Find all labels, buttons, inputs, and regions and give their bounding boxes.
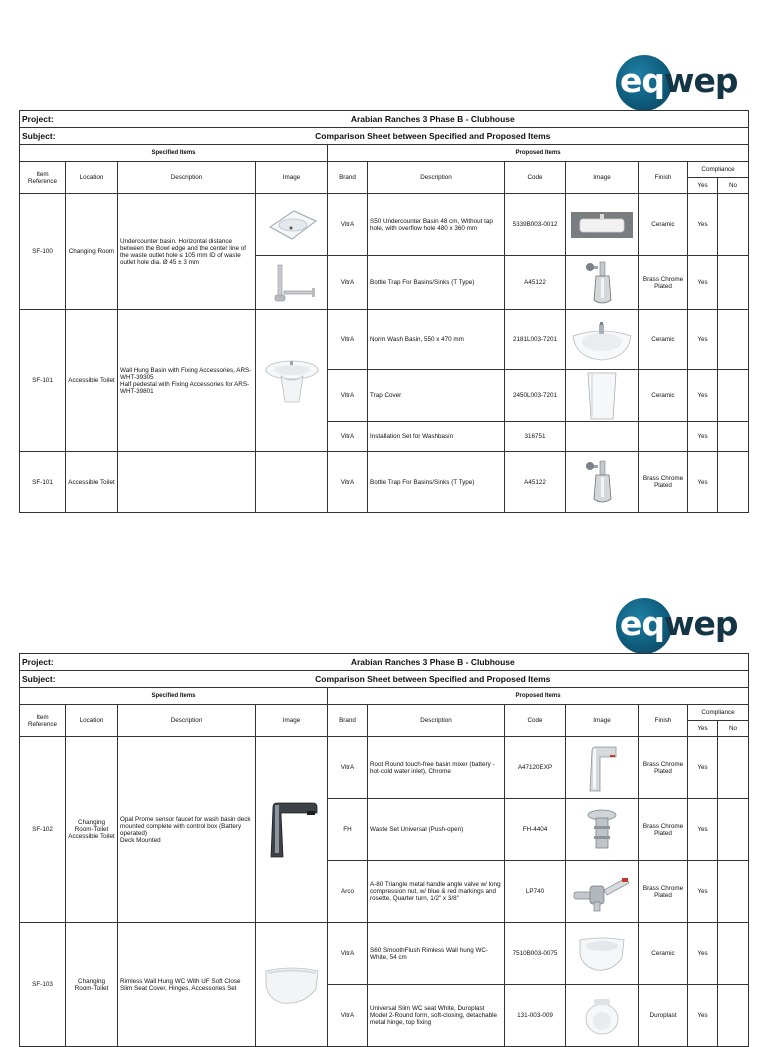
row-code: 316751 (505, 422, 566, 452)
col-location: Location (66, 705, 118, 737)
specified-image-cell (256, 737, 328, 923)
sensor-faucet-image (263, 801, 321, 859)
row-compliance-yes: Yes (688, 256, 718, 310)
col-finish: Finish (639, 162, 688, 194)
row-description: Norm Wash Basin, 550 x 470 mm (368, 310, 505, 370)
row-finish: Brass Chrome Plated (639, 737, 688, 799)
col-item-reference: Item Reference (20, 162, 66, 194)
row-description: S60 SmoothFlush Rimless Wall hung WC-White, 54 cm (368, 923, 505, 985)
subject-title: Comparison Sheet between Specified and Proposed Items (118, 671, 749, 688)
row-compliance-yes: Yes (688, 799, 718, 861)
item-location: Accessible Toilet (66, 310, 118, 452)
item-description: Opal Prome sensor faucet for wash basin deck mounted complete with control box (Battery operated) Deck Mounted (118, 737, 256, 923)
row-finish (639, 422, 688, 452)
col-brand: Brand (328, 705, 368, 737)
col-proposed-image: Image (566, 705, 639, 737)
proposed-image-cell (566, 422, 639, 452)
row-finish: Brass Chrome Plated (639, 452, 688, 513)
row-description: A-80 Triangle metal handle angle valve w/ long compression nut, w/ blue & red markings and rosette, Quarter turn, 1/2" x 3/8" (368, 861, 505, 923)
row-brand: VitrA (328, 452, 368, 513)
company-logo (616, 598, 742, 654)
item-description: Wall Hung Basin with Fixing Accessories, ARS-WHT-39305 Half pedestal with Fixing Accessories for ARS-WHT-39801 (118, 310, 256, 452)
row-finish: Ceramic (639, 923, 688, 985)
wall-hung-wc-image (262, 963, 322, 1007)
proposed-image-cell (566, 799, 639, 861)
row-code: 2450L003-7201 (505, 370, 566, 422)
bottle-trap-image (264, 261, 320, 305)
subject-label: Subject: (20, 671, 118, 688)
row-compliance-yes: Yes (688, 452, 718, 513)
row-finish: Duroplast (639, 985, 688, 1047)
col-image: Image (256, 705, 328, 737)
row-description: Installation Set for Washbasin (368, 422, 505, 452)
undercounter-basin-image (570, 210, 634, 240)
col-location: Location (66, 162, 118, 194)
row-brand: FH (328, 799, 368, 861)
item-reference: SF-100 (20, 194, 66, 310)
proposed-image-cell (566, 370, 639, 422)
col-proposed-description: Description (368, 705, 505, 737)
item-description: Rimless Wall Hung WC With UF Soft Close Slim Seat Cover, Hinges, Accessories Set (118, 923, 256, 1047)
col-compliance-no: No (718, 721, 749, 737)
comparison-sheet-2 (19, 653, 749, 1047)
row-compliance-no (718, 799, 749, 861)
row-compliance-no (718, 194, 749, 256)
item-reference: SF-103 (20, 923, 66, 1047)
row-finish: Ceramic (639, 310, 688, 370)
row-description: Bottle Trap For Basins/Sinks (T Type) (368, 256, 505, 310)
proposed-image-cell (566, 923, 639, 985)
proposed-image-cell (566, 194, 639, 256)
proposed-items-header: Proposed Items (328, 688, 749, 705)
item-location: Changing Room-Toilet Accessible Toilet (66, 737, 118, 923)
row-compliance-no (718, 985, 749, 1047)
row-brand: VitrA (328, 422, 368, 452)
row-brand: VitrA (328, 194, 368, 256)
col-image: Image (256, 162, 328, 194)
row-compliance-no (718, 370, 749, 422)
table-row (20, 452, 749, 513)
col-compliance-yes: Yes (688, 178, 718, 194)
row-description: S50 Undercounter Basin 48 cm, Without tap hole, with overflow hole 480 x 360 mm (368, 194, 505, 256)
trap-cover-image (582, 371, 622, 421)
project-name: Arabian Ranches 3 Phase B - Clubhouse (118, 654, 749, 671)
item-reference: SF-101 (20, 452, 66, 513)
specified-image-cell (256, 923, 328, 1047)
col-description: Description (118, 162, 256, 194)
waste-set-image (584, 808, 620, 852)
proposed-image-cell (566, 737, 639, 799)
row-finish: Ceramic (639, 194, 688, 256)
col-code: Code (505, 162, 566, 194)
col-compliance-no: No (718, 178, 749, 194)
wash-basin-image (570, 318, 634, 362)
col-proposed-image: Image (566, 162, 639, 194)
item-description (118, 452, 256, 513)
project-label: Project: (20, 654, 118, 671)
table-row (20, 310, 749, 370)
bottle-trap-image (582, 260, 622, 306)
row-brand: Arco (328, 861, 368, 923)
proposed-image-cell (566, 256, 639, 310)
angle-valve-image (572, 872, 632, 912)
row-description: Bottle Trap For Basins/Sinks (T Type) (368, 452, 505, 513)
row-description: Waste Set Universal (Push-open) (368, 799, 505, 861)
row-finish: Brass Chrome Plated (639, 256, 688, 310)
row-compliance-no (718, 861, 749, 923)
row-description: Root Round touch-free basin mixer (battery - hot-cold water inlet), Chrome (368, 737, 505, 799)
row-compliance-yes: Yes (688, 737, 718, 799)
wall-hung-basin-image (263, 358, 321, 404)
specified-image-cell (256, 194, 328, 256)
col-compliance-yes: Yes (688, 721, 718, 737)
row-compliance-no (718, 256, 749, 310)
row-code: 131-003-009 (505, 985, 566, 1047)
row-code: A47120EXP (505, 737, 566, 799)
row-brand: VitrA (328, 737, 368, 799)
item-reference: SF-101 (20, 310, 66, 452)
row-description: Trap Cover (368, 370, 505, 422)
wc-seat-image (580, 995, 624, 1037)
row-compliance-yes: Yes (688, 861, 718, 923)
row-compliance-yes: Yes (688, 985, 718, 1047)
row-finish: Brass Chrome Plated (639, 799, 688, 861)
bottle-trap-image (582, 459, 622, 505)
row-finish: Brass Chrome Plated (639, 861, 688, 923)
col-compliance: Compliance (688, 162, 749, 178)
table-row (20, 737, 749, 799)
touch-free-mixer-image (582, 743, 622, 793)
subject-label: Subject: (20, 128, 118, 145)
specified-items-header: Specified Items (20, 688, 328, 705)
company-logo (616, 55, 742, 111)
row-compliance-yes: Yes (688, 923, 718, 985)
col-finish: Finish (639, 705, 688, 737)
logo-wordmark: eqwep (620, 61, 738, 100)
col-brand: Brand (328, 162, 368, 194)
proposed-image-cell (566, 985, 639, 1047)
row-code: 2181L003-7201 (505, 310, 566, 370)
comparison-sheet-1 (19, 110, 749, 513)
item-reference: SF-102 (20, 737, 66, 923)
specified-image-cell (256, 452, 328, 513)
proposed-image-cell (566, 452, 639, 513)
row-code: A45122 (505, 256, 566, 310)
proposed-image-cell (566, 310, 639, 370)
project-label: Project: (20, 111, 118, 128)
item-location: Changing Room (66, 194, 118, 310)
item-location: Changing Room-Toilet (66, 923, 118, 1047)
col-description: Description (118, 705, 256, 737)
row-code: FH-4404 (505, 799, 566, 861)
logo-wordmark: eqwep (620, 604, 738, 643)
col-code: Code (505, 705, 566, 737)
specified-image-cell (256, 310, 328, 452)
row-brand: VitrA (328, 370, 368, 422)
col-proposed-description: Description (368, 162, 505, 194)
row-compliance-no (718, 737, 749, 799)
row-code: 7510B003-0075 (505, 923, 566, 985)
item-location: Accessible Toilet (66, 452, 118, 513)
row-brand: VitrA (328, 985, 368, 1047)
specified-items-header: Specified Items (20, 145, 328, 162)
proposed-items-header: Proposed Items (328, 145, 749, 162)
col-compliance: Compliance (688, 705, 749, 721)
row-compliance-no (718, 923, 749, 985)
row-brand: VitrA (328, 310, 368, 370)
row-compliance-no (718, 422, 749, 452)
row-description: Universal Slim WC seat White, Duroplast Model 2-Round form, soft-closing, detachable metal hinge, top fixing (368, 985, 505, 1047)
row-code: 5339B003-0012 (505, 194, 566, 256)
subject-title: Comparison Sheet between Specified and Proposed Items (118, 128, 749, 145)
proposed-image-cell (566, 861, 639, 923)
item-description: Undercounter basin. Horizontal distance between the Bowl edge and the center line of the waste outlet hole ≤ 105 mm ID of waste outlet hole dia. Ø 45 ± 3 mm (118, 194, 256, 310)
row-brand: VitrA (328, 256, 368, 310)
row-brand: VitrA (328, 923, 368, 985)
wall-hung-wc-image (576, 934, 628, 974)
undercounter-basin-image (264, 205, 320, 245)
row-compliance-no (718, 310, 749, 370)
row-finish: Ceramic (639, 370, 688, 422)
row-compliance-yes: Yes (688, 310, 718, 370)
row-compliance-no (718, 452, 749, 513)
table-row (20, 194, 749, 256)
row-compliance-yes: Yes (688, 422, 718, 452)
specified-image-cell (256, 256, 328, 310)
project-name: Arabian Ranches 3 Phase B - Clubhouse (118, 111, 749, 128)
table-row (20, 923, 749, 985)
row-code: A45122 (505, 452, 566, 513)
col-item-reference: Item Reference (20, 705, 66, 737)
row-compliance-yes: Yes (688, 194, 718, 256)
row-code: LP740 (505, 861, 566, 923)
row-compliance-yes: Yes (688, 370, 718, 422)
